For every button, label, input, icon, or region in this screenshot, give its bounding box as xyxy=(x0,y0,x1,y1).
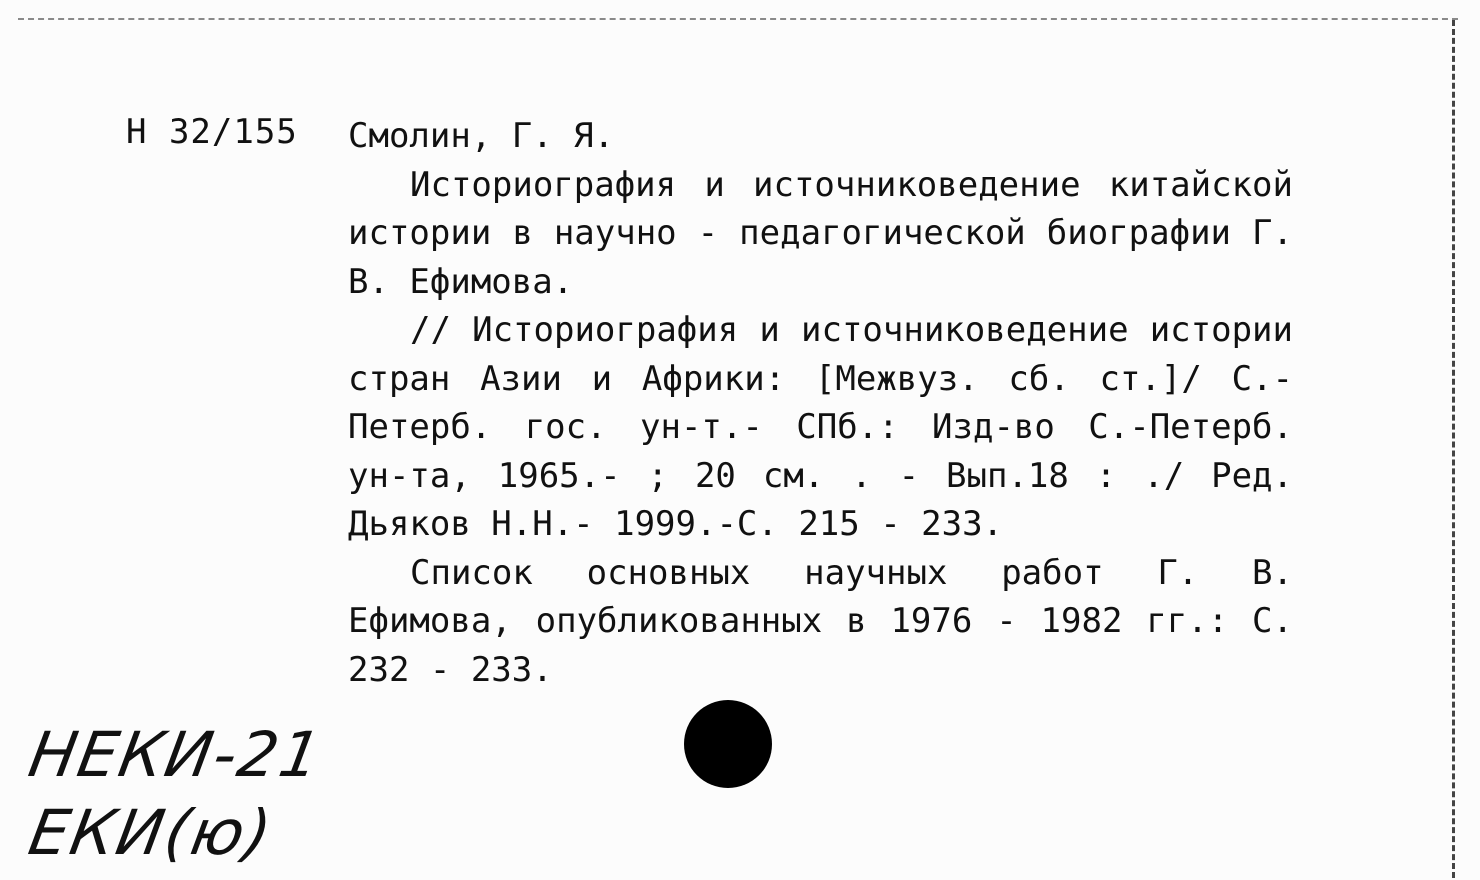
call-number: Н 32/155 xyxy=(126,112,298,152)
title: Историография и источниковедение китайской истории в научно - педагогической биографии Г. В. Ефимова. xyxy=(348,164,1293,302)
handwritten-mark-1: НЕКИ-21 xyxy=(23,718,328,791)
bibliographic-entry xyxy=(348,112,1293,694)
handwritten-mark-2: ЕКИ(ю) xyxy=(23,796,279,869)
author: Смолин, Г. Я. xyxy=(348,116,615,156)
card-right-border xyxy=(1452,20,1455,878)
card-top-border xyxy=(18,18,1458,20)
punch-dot xyxy=(684,700,772,788)
source: // Историография и источниковедение истории стран Азии и Африки: [Межвуз. сб. ст.]/ С.-Петерб. гос. ун-т.- СПб.: Изд-во С.-Петерб. ун-та, 1965.- ; 20 см. . - Вып.18 : ./ Ред. Дьяков Н.Н.- 1999.-С. 215 - 233. xyxy=(348,310,1293,544)
note: Список основных научных работ Г. В. Ефимова, опубликованных в 1976 - 1982 гг.: С. 232 - 233. xyxy=(348,552,1293,690)
